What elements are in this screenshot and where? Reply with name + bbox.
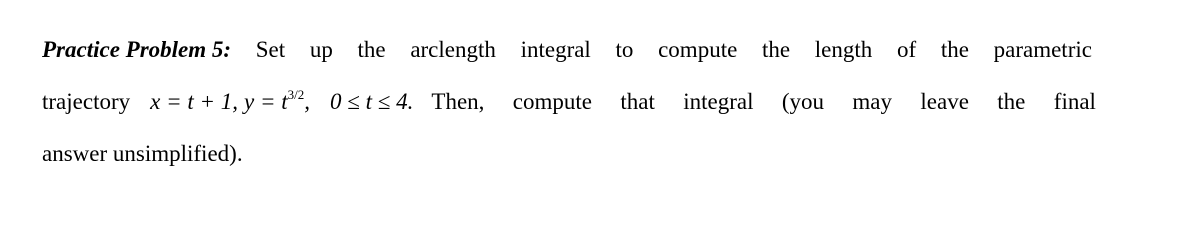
- equation-y-comma: ,: [304, 89, 311, 114]
- word: compute: [512, 89, 592, 114]
- word: up: [309, 37, 333, 62]
- word: of: [896, 37, 917, 62]
- word: final: [1053, 89, 1096, 114]
- word: length: [814, 37, 873, 62]
- word: integral: [683, 89, 754, 114]
- word: the: [761, 37, 791, 62]
- word: that: [620, 89, 655, 114]
- word: the: [357, 37, 386, 62]
- word: may: [852, 89, 893, 114]
- word: Set: [255, 37, 286, 62]
- problem-line-1: [42, 30, 1092, 82]
- problem-line-3: [42, 134, 1162, 186]
- problem-line-2: [42, 82, 1096, 134]
- word: the: [940, 37, 969, 62]
- equation-y: [244, 82, 310, 125]
- word: parametric: [993, 37, 1092, 62]
- word: to: [615, 37, 634, 62]
- word: (you: [781, 89, 825, 114]
- word: arclength: [410, 37, 496, 62]
- word: compute: [658, 37, 738, 62]
- practice-problem: [42, 30, 1162, 186]
- word: Then,: [431, 89, 485, 114]
- line-3-text: answer unsimplified).: [42, 141, 243, 166]
- equation-y-exponent: 3/2: [287, 87, 305, 102]
- word: trajectory: [42, 89, 131, 114]
- word: the: [997, 89, 1026, 114]
- problem-label: Practice Problem 5:: [42, 37, 232, 62]
- interval: 0 ≤ t ≤ 4.: [330, 89, 414, 114]
- equation-x: x = t + 1,: [150, 89, 239, 114]
- word: integral: [520, 37, 591, 62]
- problem-line-2-words: [431, 82, 1096, 122]
- equation-y-base: y = t: [244, 89, 288, 114]
- word: leave: [920, 89, 969, 114]
